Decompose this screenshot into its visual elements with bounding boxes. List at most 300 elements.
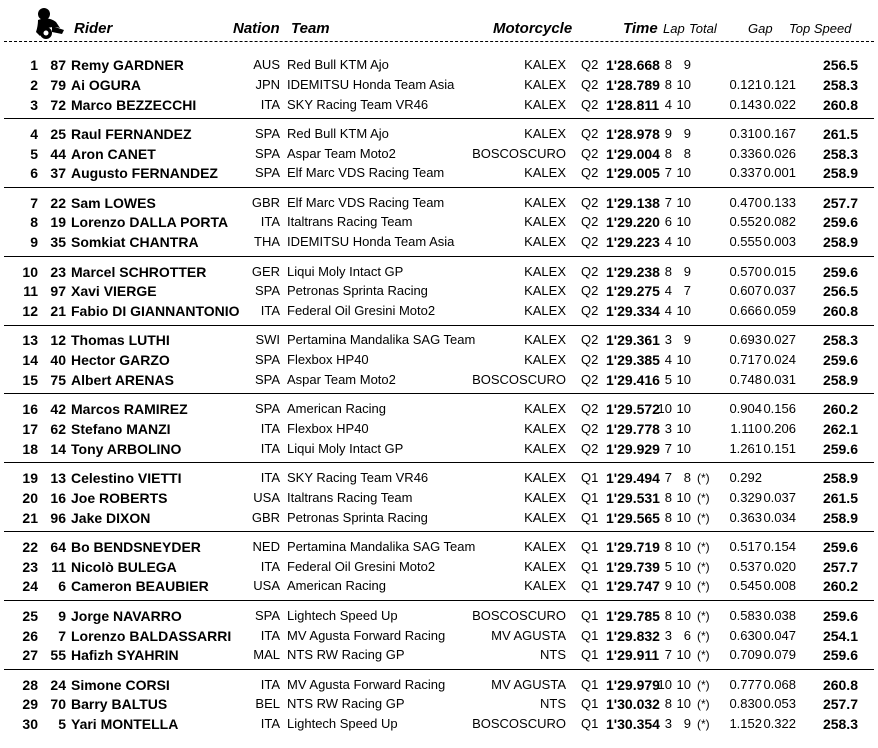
lap-time-cell: 1'29.334 [606,303,660,320]
lap-time-cell: 1'29.223 [606,234,660,251]
position-cell: 29 [22,696,38,713]
gap-first-cell: 0.830 [729,696,762,712]
lap-cell: 4 [664,96,672,112]
team-cell: Red Bull KTM Ajo [287,125,389,141]
rider-number-cell: 13 [50,470,66,487]
lap-time-cell: 1'28.811 [606,96,660,113]
session-cell: Q1 [581,716,599,732]
asterisk-note-cell: (*) [697,677,710,692]
team-cell: Red Bull KTM Ajo [287,57,389,72]
rider-number-cell: 14 [50,440,66,457]
header-rider: Rider [74,20,113,37]
top-speed-cell: 258.9 [822,509,858,526]
gap-first-cell: 0.717 [729,352,762,368]
table-row [0,350,878,370]
lap-time-cell: 1'29.979 [606,676,660,693]
gap-first-cell: 0.121 [729,76,762,92]
rider-name-cell: Xavi VIERGE [71,283,157,300]
rider-number-cell: 72 [50,96,66,113]
top-speed-cell: 259.6 [822,647,858,664]
team-cell: Federal Oil Gresini Moto2 [287,558,436,574]
team-cell: SKY Racing Team VR46 [287,470,429,486]
rider-number-cell: 75 [50,371,66,388]
total-laps-cell: 10 [676,352,691,368]
motorcycle-cell: KALEX [524,332,566,348]
group-divider [4,325,874,326]
rider-number-cell: 21 [50,303,66,320]
rider-number-cell: 23 [50,263,66,280]
top-speed-cell: 260.8 [822,303,858,320]
top-speed-cell: 256.5 [822,57,858,73]
rider-name-cell: Cameron BEAUBIER [71,578,209,595]
lap-time-cell: 1'29.220 [606,214,660,231]
lap-time-cell: 1'29.572 [606,401,660,418]
gap-first-cell: 0.470 [729,194,762,210]
table-row [0,262,878,282]
position-cell: 17 [22,421,38,437]
nation-cell: BEL [255,696,280,712]
motorcycle-cell: KALEX [524,470,566,486]
lap-time-cell: 1'28.789 [606,76,660,93]
lap-cell: 8 [664,489,672,505]
top-speed-cell: 262.1 [822,421,858,437]
rider-name-cell: Sam LOWES [71,194,156,211]
gap-previous-cell: 0.121 [763,76,796,92]
gap-previous-cell: 0.156 [763,401,796,417]
session-cell: Q1 [581,578,599,594]
lap-time-cell: 1'29.747 [606,578,660,595]
lap-cell: 5 [664,558,672,574]
gap-first-cell: 0.552 [729,214,762,230]
table-row [0,537,878,557]
position-cell: 19 [22,470,38,487]
lap-time-cell: 1'28.668 [606,57,660,73]
gap-first-cell: 0.693 [729,332,762,348]
gap-previous-cell: 0.027 [763,332,796,348]
session-cell: Q2 [581,145,599,161]
rider-number-cell: 5 [58,716,66,733]
gap-first-cell: 1.261 [729,440,762,456]
rider-number-cell: 35 [50,234,66,251]
nation-cell: GBR [251,194,280,210]
group-divider [4,187,874,188]
total-laps-cell: 10 [676,676,691,692]
group-divider [4,600,874,601]
lap-time-cell: 1'29.719 [606,538,660,555]
total-laps-cell: 9 [683,263,691,279]
rider-number-cell: 44 [50,145,66,162]
session-cell: Q2 [581,283,599,299]
rider-name-cell: Nicolò BULEGA [71,558,177,575]
table-row [0,694,878,714]
group-divider [4,118,874,119]
lap-cell: 4 [664,283,672,299]
nation-cell: ITA [260,716,280,732]
top-speed-cell: 258.3 [822,145,858,162]
position-cell: 22 [22,538,38,555]
gap-previous-cell: 0.038 [763,607,796,623]
table-row [0,468,878,488]
nation-cell: SPA [254,352,280,368]
total-laps-cell: 10 [676,76,691,92]
motorcycle-cell: KALEX [524,401,566,417]
position-cell: 4 [30,125,38,142]
motorcycle-cell: KALEX [524,558,566,574]
rider-name-cell: Marcos RAMIREZ [71,401,188,418]
lap-cell: 3 [664,627,672,643]
total-laps-cell: 10 [676,303,691,319]
top-speed-cell: 259.6 [822,440,858,457]
session-cell: Q2 [581,440,599,456]
total-laps-cell: 6 [683,627,691,643]
gap-first-cell: 0.336 [729,145,762,161]
lap-time-cell: 1'29.138 [606,194,660,211]
table-row [0,675,878,695]
nation-cell: SPA [254,125,280,141]
gap-first-cell: 0.748 [729,371,762,387]
team-cell: Italtrans Racing Team [287,214,413,230]
motorcycle-cell: KALEX [524,352,566,368]
motorcycle-cell: KALEX [524,509,566,525]
gap-first-cell: 0.630 [729,627,762,643]
gap-previous-cell: 0.022 [763,96,796,112]
header-time: Time [623,20,658,37]
session-cell: Q1 [581,558,599,574]
motorcycle-rider-icon [34,6,70,40]
lap-time-cell: 1'29.275 [606,283,660,300]
rider-name-cell: Lorenzo BALDASSARRI [71,627,232,644]
nation-cell: MAL [253,647,280,663]
total-laps-cell: 8 [683,145,691,161]
lap-time-cell: 1'30.354 [606,716,660,733]
gap-first-cell: 0.607 [729,283,762,299]
rider-number-cell: 64 [50,538,66,555]
table-row [0,488,878,508]
total-laps-cell: 10 [676,440,691,456]
table-header [0,0,878,42]
gap-previous-cell: 0.167 [763,125,796,141]
nation-cell: SWI [255,332,280,348]
top-speed-cell: 260.8 [822,96,858,113]
table-row [0,163,878,183]
asterisk-note-cell: (*) [697,608,710,623]
group-divider [4,393,874,394]
gap-previous-cell: 0.031 [763,371,796,387]
motorcycle-cell: NTS [540,647,566,663]
gap-previous-cell: 0.024 [763,352,796,368]
lap-time-cell: 1'29.238 [606,263,660,280]
nation-cell: ITA [260,627,280,643]
motorcycle-cell: KALEX [524,76,566,92]
table-row [0,399,878,419]
nation-cell: GBR [251,509,280,525]
top-speed-cell: 256.5 [822,283,858,300]
gap-previous-cell: 0.082 [763,214,796,230]
lap-time-cell: 1'29.739 [606,558,660,575]
gap-first-cell: 1.110 [730,421,762,436]
asterisk-note-cell: (*) [697,539,710,554]
rider-name-cell: Augusto FERNANDEZ [71,165,218,182]
nation-cell: ITA [260,96,280,112]
nation-cell: ITA [260,558,280,574]
position-cell: 16 [22,401,38,418]
table-row [0,95,878,115]
team-cell: IDEMITSU Honda Team Asia [287,76,455,92]
rider-number-cell: 55 [50,647,66,664]
total-laps-cell: 10 [676,558,691,574]
total-laps-cell: 9 [683,332,691,348]
rider-name-cell: Aron CANET [71,145,156,162]
session-cell: Q2 [581,76,599,92]
gap-first-cell: 0.709 [729,647,762,663]
team-cell: IDEMITSU Honda Team Asia [287,234,455,250]
position-cell: 3 [30,96,38,113]
position-cell: 8 [30,214,38,231]
team-cell: Liqui Moly Intact GP [287,440,404,456]
rider-name-cell: Hafizh SYAHRIN [71,647,179,664]
table-row [0,55,878,75]
rider-number-cell: 87 [50,57,66,73]
lap-time-cell: 1'29.832 [606,627,660,644]
session-cell: Q1 [581,676,599,692]
position-cell: 30 [22,716,38,733]
group-divider [4,256,874,257]
motorcycle-cell: KALEX [524,194,566,210]
gap-previous-cell: 0.133 [763,194,796,210]
rider-name-cell: Lorenzo DALLA PORTA [71,214,229,231]
total-laps-cell: 8 [683,470,691,486]
table-row [0,626,878,646]
position-cell: 21 [22,509,38,526]
position-cell: 12 [22,303,38,320]
gap-previous-cell: 0.206 [763,421,796,436]
table-row [0,370,878,390]
lap-cell: 8 [664,538,672,554]
nation-cell: SPA [254,607,280,623]
motorcycle-cell: KALEX [524,263,566,279]
lap-cell: 3 [664,716,672,732]
lap-cell: 9 [664,125,672,141]
team-cell: Pertamina Mandalika SAG Team [287,538,476,554]
top-speed-cell: 257.7 [822,696,858,713]
session-cell: Q2 [581,125,599,141]
team-cell: Aspar Team Moto2 [287,145,396,161]
top-speed-cell: 260.2 [822,401,858,418]
total-laps-cell: 10 [676,165,691,181]
rider-name-cell: Ai OGURA [71,76,141,93]
position-cell: 7 [30,194,38,211]
nation-cell: ITA [260,440,280,456]
team-cell: American Racing [287,401,386,417]
lap-cell: 4 [664,234,672,250]
rider-name-cell: Jorge NAVARRO [71,607,182,624]
lap-cell: 10 [657,676,672,692]
top-speed-cell: 257.7 [822,558,858,575]
top-speed-cell: 258.9 [822,470,858,487]
nation-cell: THA [254,234,280,250]
gap-previous-cell: 0.322 [763,716,796,732]
rider-number-cell: 70 [50,696,66,713]
position-cell: 28 [22,676,38,693]
rider-name-cell: Joe ROBERTS [71,489,168,506]
nation-cell: ITA [260,470,280,486]
team-cell: Petronas Sprinta Racing [287,509,428,525]
total-laps-cell: 10 [676,371,691,387]
asterisk-note-cell: (*) [697,579,710,594]
table-row [0,281,878,301]
rider-name-cell: Raul FERNANDEZ [71,125,192,142]
gap-first-cell: 0.777 [729,676,762,692]
lap-cell: 8 [664,263,672,279]
position-cell: 25 [22,607,38,624]
header-total: Total [689,21,717,36]
total-laps-cell: 10 [676,401,691,417]
gap-first-cell: 0.363 [729,509,762,525]
motorcycle-cell: KALEX [524,234,566,250]
header-motorcycle: Motorcycle [493,20,573,37]
header-team: Team [291,20,330,37]
table-row [0,645,878,665]
motorcycle-cell: BOSCOSCURO [472,607,566,623]
nation-cell: NED [252,538,280,554]
total-laps-cell: 10 [676,421,691,436]
asterisk-note-cell: (*) [697,490,710,505]
total-laps-cell: 10 [676,696,691,712]
position-cell: 26 [22,627,38,644]
asterisk-note-cell: (*) [697,510,710,525]
lap-time-cell: 1'29.494 [606,470,660,487]
rider-number-cell: 37 [50,165,66,182]
total-laps-cell: 10 [676,578,691,594]
rider-name-cell: Tony ARBOLINO [71,440,182,457]
lap-cell: 4 [664,303,672,319]
nation-cell: SPA [254,401,280,417]
rider-number-cell: 79 [50,76,66,93]
table-row [0,439,878,459]
motorcycle-cell: MV AGUSTA [491,676,566,692]
rider-number-cell: 7 [58,627,66,644]
motorcycle-cell: KALEX [524,96,566,112]
table-row [0,557,878,577]
session-cell: Q1 [581,647,599,663]
motorcycle-cell: KALEX [524,165,566,181]
position-cell: 15 [22,371,38,388]
position-cell: 23 [22,558,38,575]
team-cell: MV Agusta Forward Racing [287,676,446,692]
gap-first-cell: 0.537 [729,558,762,574]
asterisk-note-cell: (*) [697,697,710,712]
rider-name-cell: Fabio DI GIANNANTONIO [71,303,240,320]
top-speed-cell: 261.5 [822,125,858,142]
position-cell: 5 [30,145,38,162]
rider-name-cell: Bo BENDSNEYDER [71,538,201,555]
gap-previous-cell: 0.026 [763,145,796,161]
lap-time-cell: 1'29.361 [606,332,660,349]
team-cell: NTS RW Racing GP [287,696,405,712]
lap-time-cell: 1'29.531 [606,489,660,506]
table-row [0,606,878,626]
gap-previous-cell: 0.034 [763,509,796,525]
position-cell: 24 [22,578,38,595]
gap-previous-cell: 0.047 [763,627,796,643]
session-cell: Q1 [581,489,599,505]
rider-number-cell: 16 [50,489,66,506]
header-nation: Nation [233,20,280,37]
lap-cell: 8 [664,696,672,712]
rider-number-cell: 22 [50,194,66,211]
rider-number-cell: 96 [50,509,66,526]
session-cell: Q1 [581,470,599,486]
gap-first-cell: 1.152 [729,716,762,732]
nation-cell: ITA [260,421,280,436]
session-cell: Q2 [581,96,599,112]
gap-first-cell: 0.292 [729,470,762,486]
motorcycle-cell: NTS [540,696,566,712]
gap-first-cell: 0.555 [729,234,762,250]
rider-name-cell: Thomas LUTHI [71,332,170,349]
nation-cell: SPA [254,283,280,299]
total-laps-cell: 9 [683,57,691,72]
total-laps-cell: 10 [676,647,691,663]
top-speed-cell: 258.9 [822,234,858,251]
lap-time-cell: 1'29.385 [606,352,660,369]
session-cell: Q1 [581,696,599,712]
motorcycle-cell: KALEX [524,538,566,554]
top-speed-cell: 258.3 [822,332,858,349]
lap-cell: 8 [664,76,672,92]
lap-time-cell: 1'29.929 [606,440,660,457]
team-cell: Elf Marc VDS Racing Team [287,165,445,181]
gap-first-cell: 0.666 [729,303,762,319]
rider-name-cell: Somkiat CHANTRA [71,234,199,251]
session-cell: Q1 [581,509,599,525]
position-cell: 11 [23,283,38,300]
rider-number-cell: 12 [50,332,66,349]
motorcycle-cell: KALEX [524,578,566,594]
motorcycle-cell: KALEX [524,57,566,72]
nation-cell: JPN [255,76,280,92]
top-speed-cell: 259.6 [822,263,858,280]
gap-previous-cell: 0.008 [763,578,796,594]
top-speed-cell: 259.6 [822,538,858,555]
position-cell: 27 [22,647,38,664]
table-row [0,576,878,596]
gap-first-cell: 0.904 [729,401,762,417]
table-row [0,330,878,350]
position-cell: 13 [22,332,38,349]
lap-cell: 8 [664,607,672,623]
gap-previous-cell: 0.059 [763,303,796,319]
gap-first-cell: 0.570 [729,263,762,279]
motorcycle-cell: BOSCOSCURO [472,371,566,387]
lap-cell: 7 [664,194,672,210]
team-cell: Liqui Moly Intact GP [287,263,404,279]
team-cell: MV Agusta Forward Racing [287,627,446,643]
session-cell: Q1 [581,538,599,554]
asterisk-note-cell: (*) [697,648,710,663]
header-divider [4,41,874,42]
lap-time-cell: 1'29.416 [606,371,660,388]
rider-number-cell: 24 [50,676,66,693]
lap-cell: 8 [664,145,672,161]
rider-name-cell: Jake DIXON [71,509,151,526]
session-cell: Q2 [581,421,599,436]
rider-name-cell: Remy GARDNER [71,57,184,73]
gap-previous-cell: 0.053 [763,696,796,712]
nation-cell: ITA [260,676,280,692]
gap-first-cell: 0.545 [729,578,762,594]
lap-time-cell: 1'29.785 [606,607,660,624]
